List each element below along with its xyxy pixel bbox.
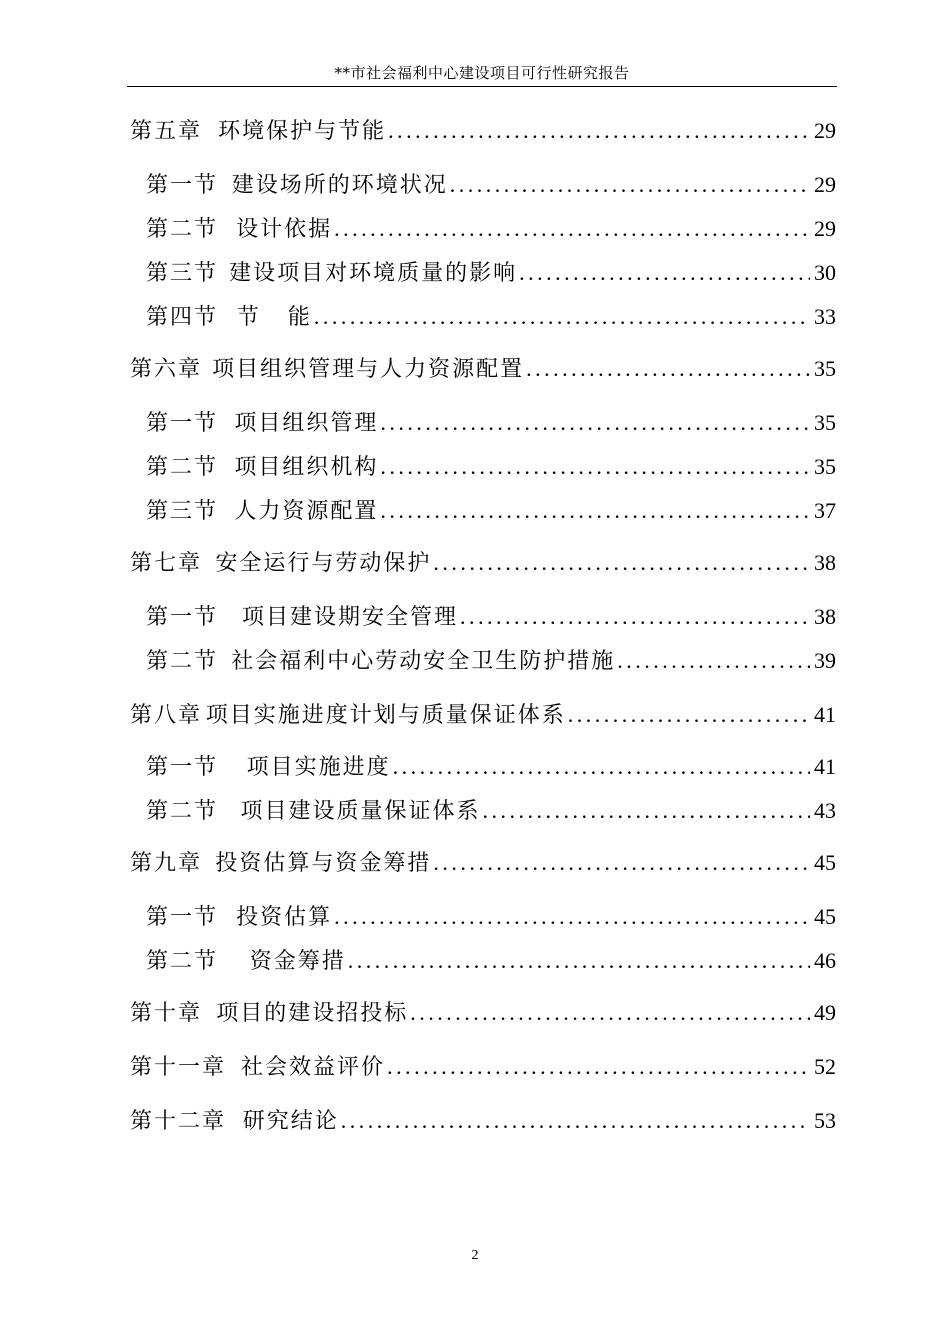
dot-leader	[450, 172, 810, 198]
dot-leader	[314, 304, 810, 330]
toc-label: 第六章	[130, 357, 203, 382]
toc-page-number: 43	[814, 798, 836, 823]
toc-page-number: 52	[814, 1054, 836, 1079]
toc-title: 项目实施进度	[246, 755, 391, 780]
toc-title: 建设项目对环境质量的影响	[229, 261, 518, 286]
toc-label: 第一节	[146, 173, 219, 198]
toc-title: 社会福利中心劳动安全卫生防护措施	[231, 649, 616, 674]
dot-leader	[410, 1000, 810, 1026]
toc-entry-chapter[interactable]	[130, 846, 836, 876]
toc-entry-section[interactable]	[146, 600, 836, 630]
dot-leader	[348, 948, 810, 974]
toc-label: 第二节	[146, 217, 219, 242]
toc-page-number: 46	[814, 948, 836, 973]
toc-title: 资金筹措	[249, 949, 346, 974]
dot-leader	[617, 648, 810, 674]
toc-page-number: 35	[814, 410, 836, 435]
dot-leader	[433, 850, 810, 876]
toc-label: 第二节	[146, 455, 219, 480]
toc-page-number: 49	[814, 1000, 836, 1025]
toc-page-number: 33	[814, 304, 836, 329]
toc-page-number: 41	[814, 702, 836, 727]
toc-title: 项目组织管理	[234, 411, 379, 436]
toc-entry-section[interactable]	[146, 794, 836, 824]
toc-page-number: 39	[814, 648, 836, 673]
dot-leader	[519, 260, 810, 286]
toc-entry-chapter[interactable]	[130, 996, 836, 1026]
dot-leader	[380, 498, 810, 524]
toc-title: 环境保护与节能	[218, 119, 387, 144]
toc-label: 第九章	[130, 851, 203, 876]
toc-label: 第一节	[146, 755, 219, 780]
header-rule	[127, 86, 837, 87]
toc-title: 研究结论	[242, 1109, 339, 1134]
toc-page-number: 38	[814, 550, 836, 575]
toc-entry-chapter[interactable]	[130, 698, 836, 728]
dot-leader	[568, 702, 810, 728]
toc-entry-section[interactable]	[146, 256, 836, 286]
toc-label: 第七章	[130, 551, 203, 576]
toc-page-number: 29	[814, 118, 836, 143]
toc-label: 第一节	[146, 905, 219, 930]
dot-leader	[388, 118, 810, 144]
toc-entry-section[interactable]	[146, 494, 836, 524]
toc-label: 第一节	[146, 605, 219, 630]
toc-entry-section[interactable]	[146, 944, 836, 974]
toc-page-number: 37	[814, 498, 836, 523]
toc-label: 第一节	[146, 411, 219, 436]
toc-title: 项目的建设招投标	[216, 1001, 409, 1026]
toc-page-number: 29	[814, 216, 836, 241]
toc-page-number: 35	[814, 454, 836, 479]
toc-label: 第三节	[146, 261, 219, 286]
toc-title: 投资估算与资金筹措	[215, 851, 432, 876]
toc-label: 第十章	[130, 1001, 203, 1026]
toc-page-number: 35	[814, 356, 836, 381]
toc-page-number: 38	[814, 604, 836, 629]
toc-label: 第二节	[146, 649, 219, 674]
toc-title: 人力资源配置	[234, 499, 379, 524]
toc-page-number: 29	[814, 172, 836, 197]
dot-leader	[482, 798, 810, 824]
toc-label: 第十一章	[130, 1055, 227, 1080]
dot-leader	[460, 604, 810, 630]
toc-label: 第五章	[130, 119, 203, 144]
dot-leader	[334, 216, 810, 242]
toc-label: 第二节	[146, 799, 219, 824]
toc-page-number: 45	[814, 850, 836, 875]
toc-label: 第四节	[146, 305, 219, 330]
toc-label: 第八章	[130, 703, 203, 728]
toc-entry-section[interactable]	[146, 450, 836, 480]
toc-entry-section[interactable]	[146, 168, 836, 198]
dot-leader	[341, 1108, 810, 1134]
dot-leader	[387, 1054, 810, 1080]
toc-label: 第十二章	[130, 1109, 227, 1134]
toc-page-number: 41	[814, 754, 836, 779]
toc-title: 节 能	[236, 305, 312, 330]
running-header: **市社会福利中心建设项目可行性研究报告	[334, 64, 630, 82]
toc-entry-chapter[interactable]	[130, 1104, 836, 1134]
dot-leader	[433, 550, 810, 576]
toc-entry-section[interactable]	[146, 300, 836, 330]
toc-entry-chapter[interactable]	[130, 1050, 836, 1080]
toc-label: 第二节	[146, 949, 219, 974]
dot-leader	[334, 904, 810, 930]
toc-entry-chapter[interactable]	[130, 546, 836, 576]
toc-entry-section[interactable]	[146, 900, 836, 930]
dot-leader	[526, 356, 810, 382]
toc-title: 项目建设期安全管理	[242, 605, 459, 630]
dot-leader	[380, 454, 810, 480]
toc-entry-section[interactable]	[146, 750, 836, 780]
toc-title: 社会效益评价	[241, 1055, 386, 1080]
toc-title: 项目实施进度计划与质量保证体系	[205, 703, 566, 728]
toc-entry-section[interactable]	[146, 212, 836, 242]
toc-entry-section[interactable]	[146, 406, 836, 436]
dot-leader	[393, 754, 810, 780]
toc-title: 建设场所的环境状况	[231, 173, 448, 198]
toc-entry-section[interactable]	[146, 644, 836, 674]
toc-title: 设计依据	[236, 217, 333, 242]
toc-label: 第三节	[146, 499, 219, 524]
page-number: 2	[471, 1248, 479, 1263]
toc-entry-chapter[interactable]	[130, 114, 836, 144]
toc-title: 投资估算	[236, 905, 333, 930]
toc-title: 安全运行与劳动保护	[215, 551, 432, 576]
toc-page-number: 53	[814, 1108, 836, 1133]
dot-leader	[380, 410, 810, 436]
toc-entry-chapter[interactable]	[130, 352, 836, 382]
toc-title: 项目组织管理与人力资源配置	[212, 357, 525, 382]
toc-title: 项目组织机构	[234, 455, 379, 480]
toc-title: 项目建设质量保证体系	[240, 799, 481, 824]
toc-page-number: 30	[814, 260, 836, 285]
toc-page-number: 45	[814, 904, 836, 929]
